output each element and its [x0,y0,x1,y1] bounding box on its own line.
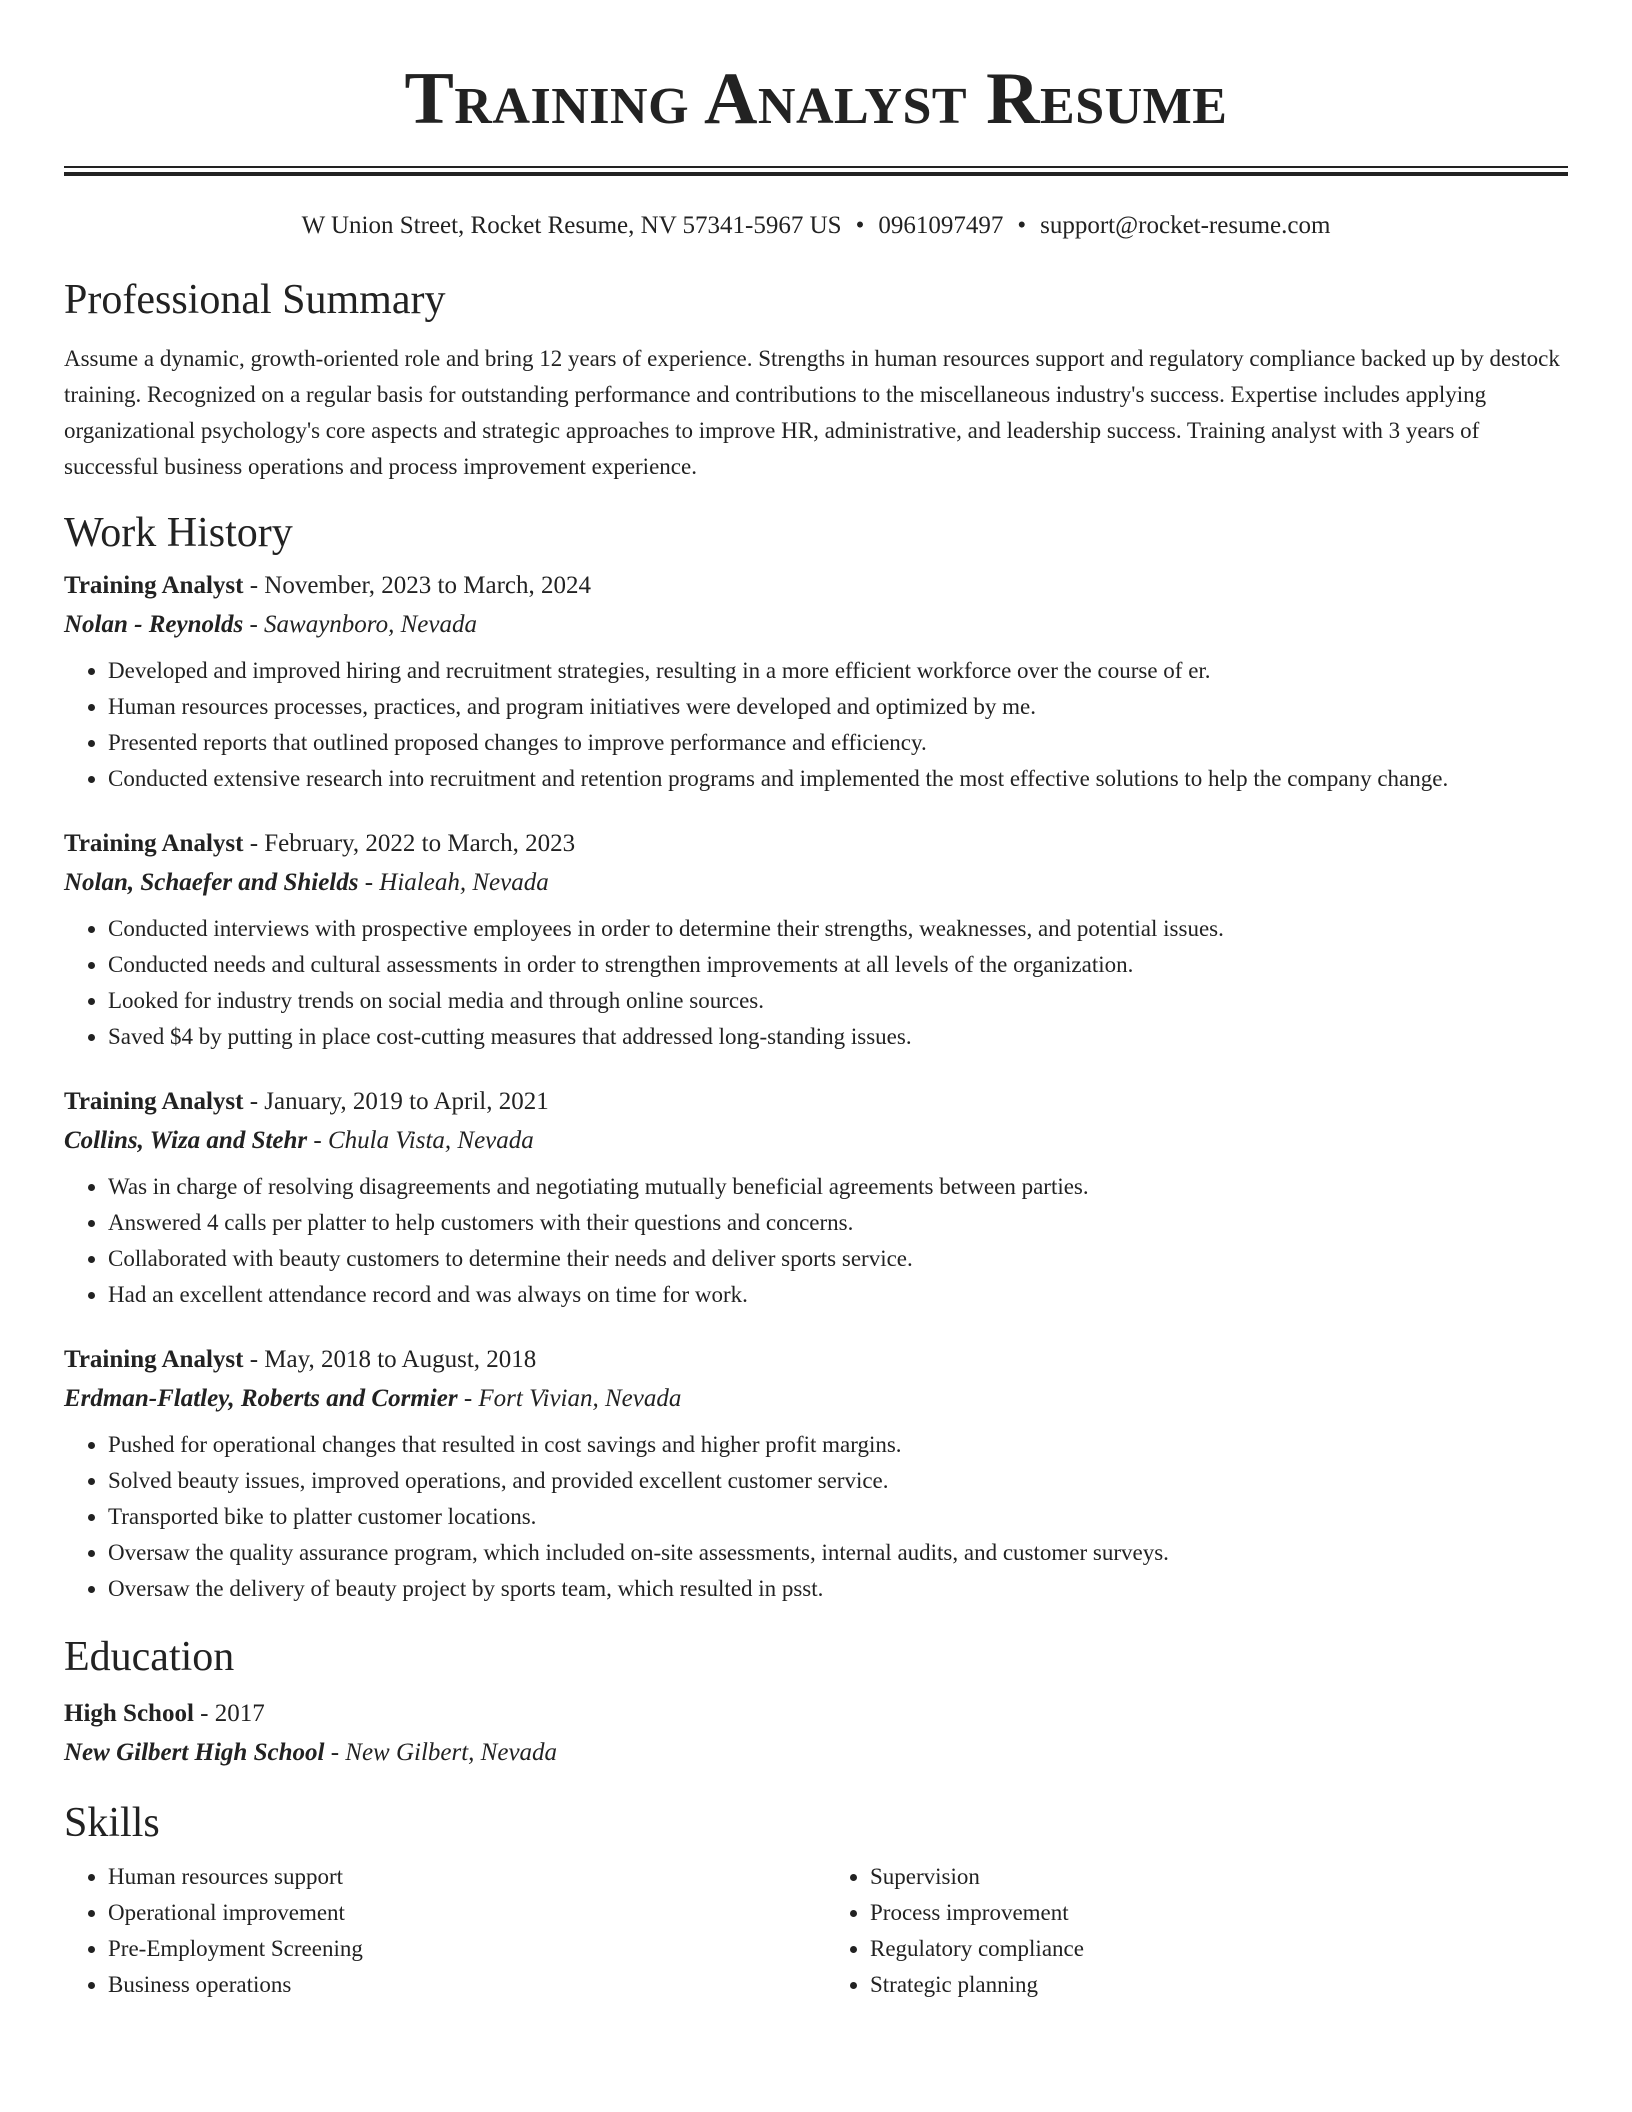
company-name: Nolan, Schaefer and Shields [64,869,359,896]
job-entry [64,1341,1568,1607]
list-item: • Answered 4 calls per platter to help customers with their questions and concerns. [108,1205,1568,1241]
company-location: - Hialeah, Nevada [358,869,549,896]
degree-line [64,1695,1568,1733]
education-entry [64,1695,1568,1773]
company-location: - Chula Vista, Nevada [307,1127,534,1154]
list-item: • Oversaw the delivery of beauty project by sports team, which resulted in psst. [108,1571,1568,1607]
skills-heading: Skills [64,1800,160,1846]
job-title-line [64,825,1568,863]
skill-item: • Business operations [108,1967,806,2003]
job-title: Training Analyst [64,572,244,599]
company-location: - Fort Vivian, Nevada [457,1385,682,1412]
list-item: • Solved beauty issues, improved operations, and provided excellent customer service. [108,1463,1568,1499]
job-bullets [64,1169,1568,1313]
company-line [64,863,1568,903]
skills-column-left [64,1859,806,2003]
summary-text: Assume a dynamic, growth-oriented role and bring 12 years of experience. Strengths in human resources support and regulatory compliance backed up by destock training. Recognized on a regular basis for outstanding performance and contributions to the miscellaneous industry's success. Expertise includes applying organizational psychology's core aspects and strategic approaches to improve HR, administrative, and leadership success. Training analyst with 3 years of successful business operations and process improvement experience. [64,346,1560,479]
skill-item: • Strategic planning [870,1967,1568,2003]
job-dates: - November, 2023 to March, 2024 [243,572,591,599]
job-entry [64,825,1568,1055]
company-name: Nolan - Reynolds [64,611,244,638]
job-dates: - May, 2018 to August, 2018 [243,1346,537,1373]
company-line [64,1379,1568,1419]
skill-item: • Supervision [870,1859,1568,1895]
company-line [64,605,1568,645]
resume-title: Training Analyst Resume [404,58,1228,140]
school-line [64,1733,1568,1773]
skill-item: • Pre-Employment Screening [108,1931,806,1967]
list-item: • Saved $4 by putting in place cost-cutting measures that addressed long-standing issues. [108,1019,1568,1055]
job-title: Training Analyst [64,830,244,857]
skill-item: • Regulatory compliance [870,1931,1568,1967]
degree: High School [64,1700,194,1727]
title-divider [64,166,1568,176]
list-item: • Collaborated with beauty customers to determine their needs and deliver sports service. [108,1241,1568,1277]
job-entry [64,567,1568,797]
job-bullets [64,653,1568,797]
list-item: • Conducted extensive research into recruitment and retention programs and implemented the most effective solutions to help the company change. [108,761,1568,797]
school-location: - New Gilbert, Nevada [324,1739,558,1766]
job-title-line [64,1083,1568,1121]
list-item: • Human resources processes, practices, and program initiatives were developed and optimized by me. [108,689,1568,725]
job-dates: - January, 2019 to April, 2021 [243,1088,549,1115]
company-line [64,1121,1568,1161]
contact-phone: 0961097497 [878,212,1004,239]
summary-heading: Professional Summary [64,277,446,323]
job-entry [64,1083,1568,1313]
graduation-year: - 2017 [193,1700,265,1727]
school-name: New Gilbert High School [64,1739,325,1766]
skills-list [64,1859,1568,2003]
company-location: - Sawaynboro, Nevada [243,611,477,638]
education-heading: Education [64,1634,235,1680]
skills-column-right [826,1859,1568,2003]
company-name: Erdman-Flatley, Roberts and Cormier [64,1385,458,1412]
list-item: • Oversaw the quality assurance program, which included on-site assessments, internal audits, and customer surveys. [108,1535,1568,1571]
job-title-line [64,1341,1568,1379]
list-item: • Pushed for operational changes that resulted in cost savings and higher profit margins. [108,1427,1568,1463]
contact-separator: • [1017,212,1027,239]
job-bullets [64,911,1568,1055]
contact-email: support@rocket-resume.com [1040,212,1331,239]
contact-address: W Union Street, Rocket Resume, NV 57341-5967 US [301,212,842,239]
skill-item: • Human resources support [108,1859,806,1895]
contact-line [64,208,1568,244]
resume-page [64,0,1568,2003]
job-title: Training Analyst [64,1088,244,1115]
company-name: Collins, Wiza and Stehr [64,1127,308,1154]
contact-separator: • [855,212,865,239]
list-item: • Developed and improved hiring and recruitment strategies, resulting in a more efficient workforce over the course of er. [108,653,1568,689]
list-item: • Presented reports that outlined proposed changes to improve performance and efficiency. [108,725,1568,761]
job-title: Training Analyst [64,1346,244,1373]
skill-item: • Operational improvement [108,1895,806,1931]
list-item: • Transported bike to platter customer locations. [108,1499,1568,1535]
work-history-heading: Work History [64,510,293,556]
list-item: • Was in charge of resolving disagreements and negotiating mutually beneficial agreements between parties. [108,1169,1568,1205]
job-title-line [64,567,1568,605]
skill-item: • Process improvement [870,1895,1568,1931]
list-item: • Conducted needs and cultural assessments in order to strengthen improvements at all levels of the organization. [108,947,1568,983]
list-item: • Looked for industry trends on social media and through online sources. [108,983,1568,1019]
job-dates: - February, 2022 to March, 2023 [243,830,576,857]
job-bullets [64,1427,1568,1607]
list-item: • Conducted interviews with prospective employees in order to determine their strengths, weaknesses, and potential issues. [108,911,1568,947]
list-item: • Had an excellent attendance record and was always on time for work. [108,1277,1568,1313]
